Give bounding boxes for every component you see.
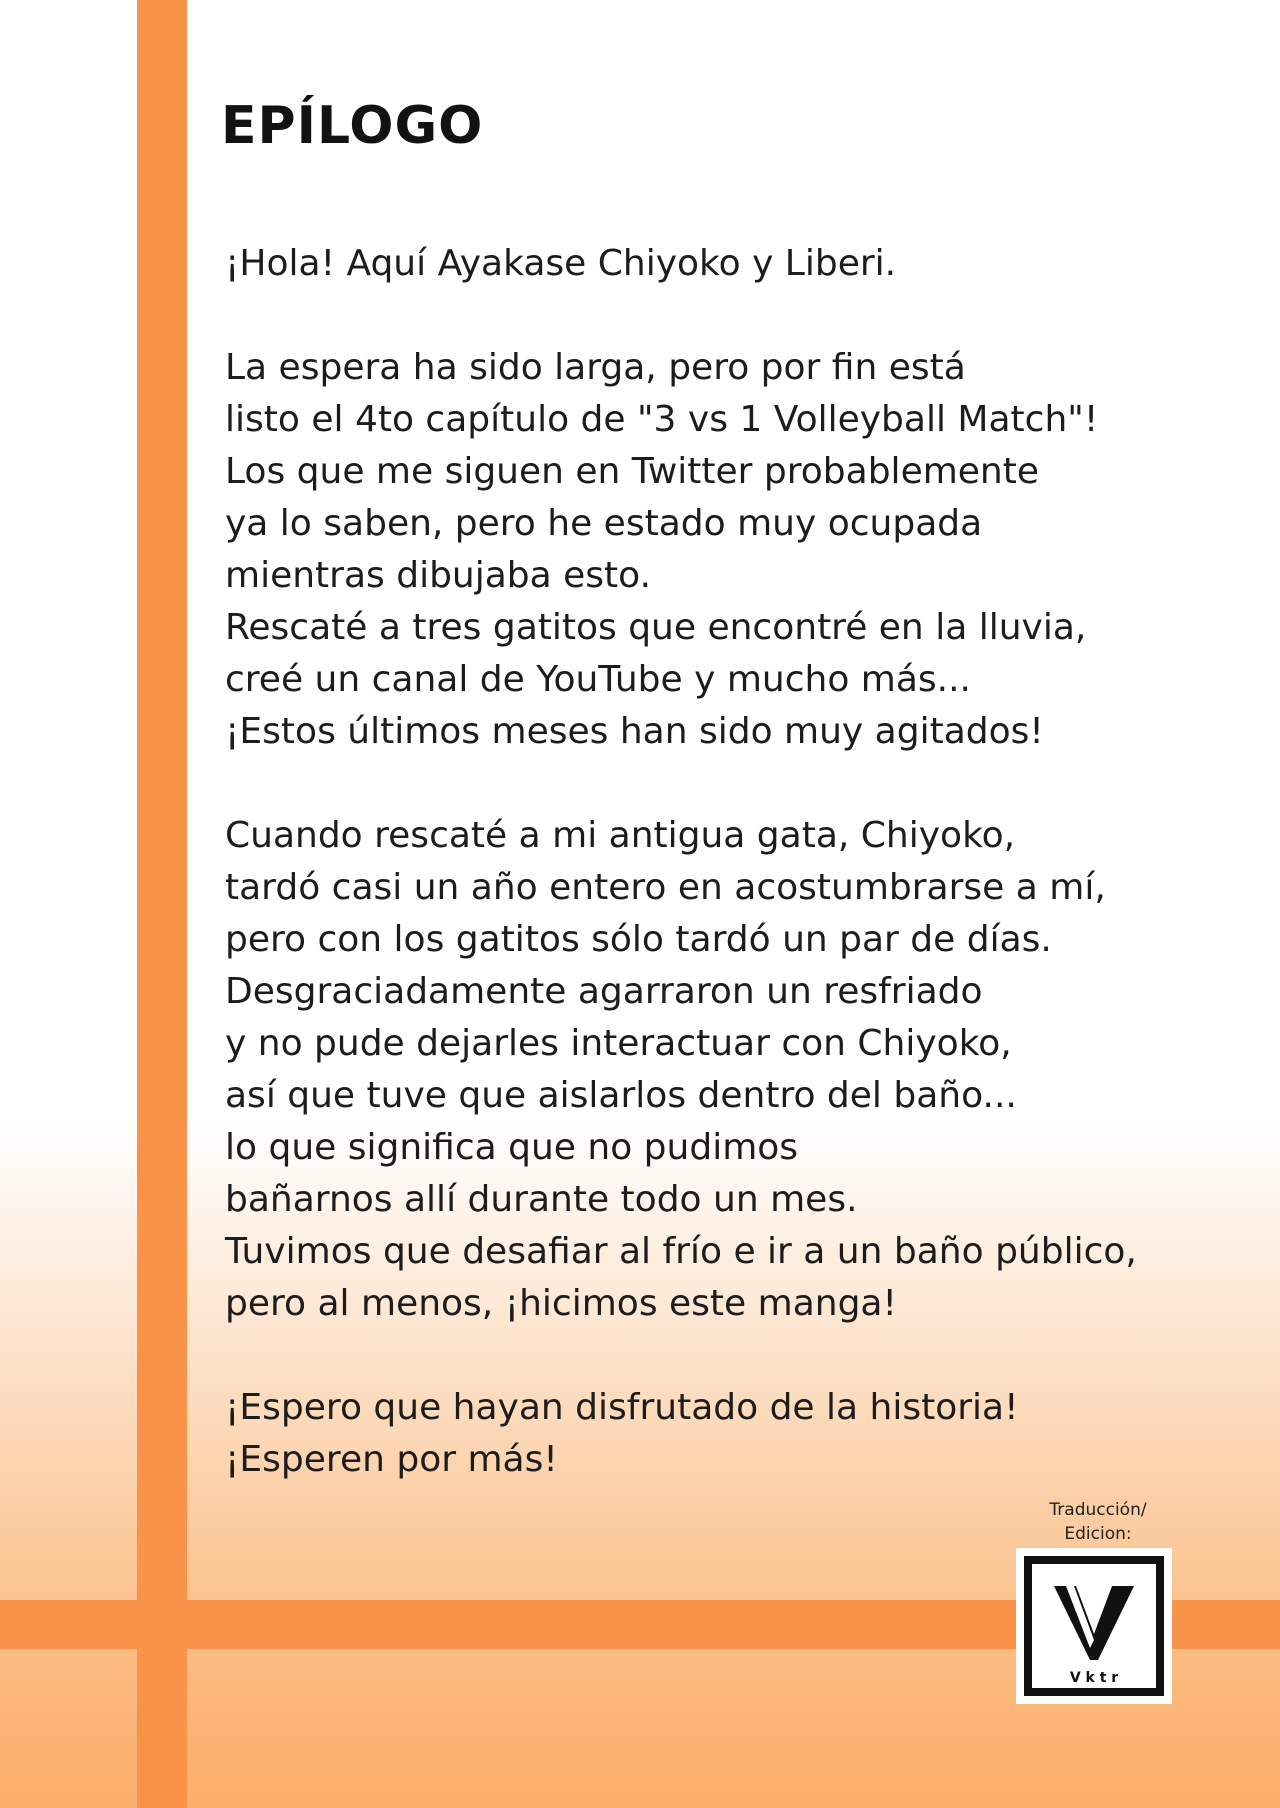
epilogue-text — [225, 238, 1265, 1538]
text-line: y no pude dejarles interactuar con Chiyoko, — [225, 1023, 1012, 1064]
text-line: Cuando rescaté a mi antigua gata, Chiyoko, — [225, 815, 1016, 856]
paragraph-closing — [225, 1382, 1265, 1486]
text-line: bañarnos allí durante todo un mes. — [225, 1179, 858, 1220]
paragraph-greeting — [225, 238, 1265, 290]
logo-wordmark: V k t r — [1069, 1670, 1119, 1686]
text-line: La espera ha sido larga, pero por fin está — [225, 347, 966, 388]
page-title: EPÍLOGO — [221, 96, 484, 156]
text-line: tardó casi un año entero en acostumbrarse a mí, — [225, 867, 1106, 908]
text-line: Rescaté a tres gatitos que encontré en la lluvia, — [225, 607, 1087, 648]
text-line: ¡Esperen por más! — [225, 1439, 558, 1480]
credit-line-edition: Edicion: — [1064, 1524, 1132, 1544]
vktr-logo — [1016, 1548, 1172, 1704]
vktr-logo-icon — [1016, 1548, 1172, 1704]
text-line: lo que significa que no pudimos — [225, 1127, 799, 1168]
text-line: Tuvimos que desafiar al frío e ir a un baño público, — [225, 1231, 1137, 1272]
text-line: pero con los gatitos sólo tardó un par de días. — [225, 919, 1052, 960]
text-line: Los que me siguen en Twitter probablemente — [225, 451, 1040, 492]
text-line: ¡Estos últimos meses han sido muy agitados! — [225, 711, 1044, 752]
paragraph-kittens-story — [225, 810, 1265, 1330]
text-line: ¡Hola! Aquí Ayakase Chiyoko y Liberi. — [225, 243, 897, 284]
text-line: ¡Espero que hayan disfrutado de la historia! — [225, 1387, 1019, 1428]
text-line: Desgraciadamente agarraron un resfriado — [225, 971, 983, 1012]
text-line: así que tuve que aislarlos dentro del baño... — [225, 1075, 1017, 1116]
text-line: mientras dibujaba esto. — [225, 555, 652, 596]
text-line: pero al menos, ¡hicimos este manga! — [225, 1283, 897, 1324]
translation-credit — [1018, 1498, 1178, 1546]
text-line: ya lo saben, pero he estado muy ocupada — [225, 503, 983, 544]
paragraph-chapter-news — [225, 342, 1265, 758]
text-line: creé un canal de YouTube y mucho más... — [225, 659, 971, 700]
orange-vertical-stripe — [137, 0, 187, 1808]
credit-line-translation: Traducción/ — [1049, 1500, 1147, 1520]
text-line: listo el 4to capítulo de "3 vs 1 Volleyball Match"! — [225, 399, 1099, 440]
